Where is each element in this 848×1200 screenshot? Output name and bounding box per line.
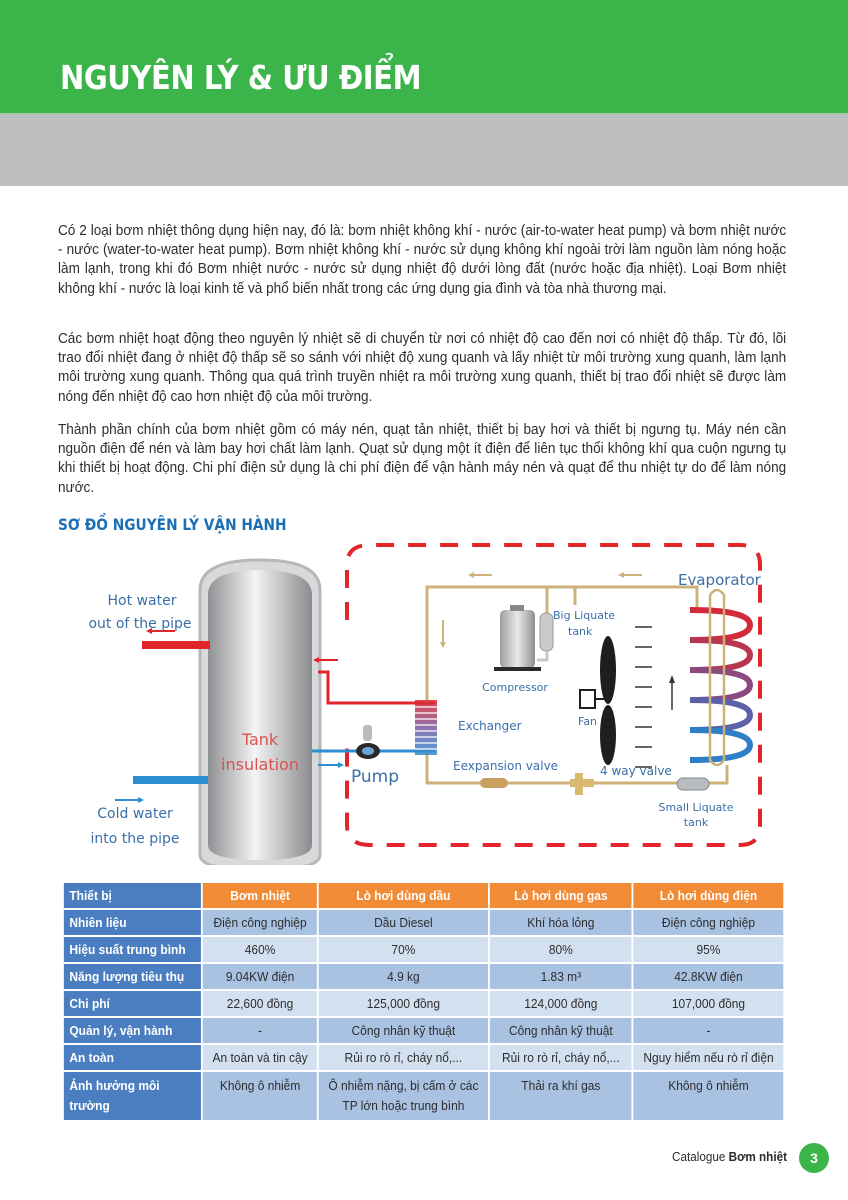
table-cell: Không ô nhiễm: [203, 1072, 317, 1120]
row-label: An toàn: [64, 1045, 202, 1070]
table-cell: Nguy hiểm nếu rò rỉ điện: [634, 1045, 784, 1070]
table-header-cell: Lò hơi dùng điện: [634, 883, 784, 908]
four-way-valve: [570, 773, 594, 795]
table-header-cell: Thiết bị: [64, 883, 202, 908]
table-cell: 107,000 đồng: [634, 991, 784, 1016]
table-cell: 70%: [319, 937, 488, 962]
table-cell: 42.8KW điện: [634, 964, 784, 989]
cold-water-label-line2: into the pipe: [90, 831, 180, 847]
table-row: [64, 1072, 783, 1120]
expansion-valve: [480, 778, 508, 788]
row-label: Nhiên liệu: [64, 910, 202, 935]
exchanger-label: Exchanger: [458, 719, 522, 733]
table-cell: Ô nhiễm nặng, bị cấm ở các TP lớn hoặc trung bình: [319, 1072, 488, 1120]
table-row: [64, 910, 783, 935]
airflow-arrows: [635, 627, 672, 767]
row-label: Năng lượng tiêu thụ: [64, 964, 202, 989]
footer-prefix: Catalogue: [672, 1149, 726, 1164]
table-cell: Dầu Diesel: [319, 910, 488, 935]
intro-paragraph: Có 2 loại bơm nhiệt thông dụng hiện nay, đó là: bơm nhiệt không khí - nước (air-to-water heat pump) và bơm nhiệt nước - nước (water-to-water heat pump). Bơm nhiệt không khí - nước sử dụng không khí ngoài trời làm nguồn làm nóng hoặc làm lạnh, trong khi đó Bơm nhiệt nước - nước sử dụng nhiệt độ dưới lòng đất (nước hoặc địa nhiệt). Loại Bơm nhiệt không khí - nước là loại kinh tế và phổ biến nhất trong các ứng dụng gia đình và tòa nhà thương mại.: [58, 223, 787, 297]
table-cell: 4.9 kg: [319, 964, 488, 989]
four-way-valve-label: 4 way valve: [600, 764, 672, 778]
table-cell: Công nhân kỹ thuật: [319, 1018, 488, 1043]
hot-water-label-line2: out of the pipe: [88, 616, 192, 632]
pump-label: Pump: [350, 767, 400, 787]
table-cell: 80%: [490, 937, 632, 962]
evaporator-coil: [690, 590, 750, 765]
table-cell: 9.04KW điện: [203, 964, 317, 989]
big-liquate-tank: [540, 613, 553, 651]
small-tank-label-line2: tank: [683, 816, 709, 829]
table-header-cell: Lò hơi dùng dầu: [319, 883, 488, 908]
table-cell: Công nhân kỹ thuật: [490, 1018, 632, 1043]
evaporator-label: Evaporator: [678, 571, 761, 589]
table-cell: Điện công nghiệp: [634, 910, 784, 935]
cold-water-label-line1: Cold water: [97, 806, 173, 822]
table-cell: 95%: [634, 937, 784, 962]
expansion-valve-label: Eexpansion valve: [453, 759, 559, 773]
heat-pump-diagram: [60, 535, 800, 865]
comparison-table: [62, 881, 785, 1122]
table-cell: Khí hóa lỏng: [490, 910, 632, 935]
table-cell: Điện công nghiệp: [203, 910, 317, 935]
compressor-icon: [494, 605, 541, 671]
exchanger-coil: [415, 700, 437, 755]
pump-icon: [356, 725, 380, 759]
table-cell: -: [203, 1018, 317, 1043]
storage-tank: [200, 560, 320, 865]
footer-product: Bơm nhiệt: [728, 1149, 787, 1164]
row-label: Ảnh hưởng môi trường: [64, 1072, 202, 1120]
table-row: [64, 1045, 783, 1070]
table-cell: Rủi ro rò rỉ, cháy nổ,...: [319, 1045, 488, 1070]
big-tank-label-line2: tank: [568, 625, 593, 638]
table-cell: Không ô nhiễm: [634, 1072, 784, 1120]
compressor-label: Compressor: [482, 681, 548, 694]
table-cell: Rủi ro rò rỉ, cháy nổ,...: [490, 1045, 632, 1070]
page-title: NGUYÊN LÝ & ƯU ĐIỂM: [60, 58, 422, 97]
table-row: [64, 964, 783, 989]
row-label: Quản lý, vận hành: [64, 1018, 202, 1043]
table-cell: 125,000 đồng: [319, 991, 488, 1016]
table-cell: 22,600 đồng: [203, 991, 317, 1016]
table-cell: -: [634, 1018, 784, 1043]
fan-label: Fan: [578, 715, 598, 728]
table-row: [64, 1018, 783, 1043]
table-header-row: [64, 883, 783, 908]
row-label: Chi phí: [64, 991, 202, 1016]
fan-icon: [580, 636, 616, 765]
small-tank-label-line1: Small Liquate: [658, 801, 734, 814]
principle-paragraph: Các bơm nhiệt hoạt động theo nguyên lý nhiệt sẽ di chuyển từ nơi có nhiệt độ cao đến nơi có nhiệt độ thấp. Từ đó, lõi trao đổi nhiệt đang ở nhiệt độ thấp sẽ so sánh với nhiệt độ xung quanh và lấy nhiệt từ môi trường xung quanh, làm lạnh môi trường xung quanh. Thông qua quá trình truyền nhiệt ra môi trường xung quanh, thiết bị trao đổi nhiệt sẽ được làm nóng đến nhiệt độ cao hơn nhiệt độ của môi trường.: [58, 331, 787, 405]
table-header-cell: Bơm nhiệt: [203, 883, 317, 908]
table-row: [64, 937, 783, 962]
footer-catalogue-label: [672, 1149, 787, 1164]
diagram-section-title: SƠ ĐỒ NGUYÊN LÝ VẬN HÀNH: [58, 515, 287, 534]
tank-label-line1: Tank: [241, 730, 279, 749]
table-cell: An toàn và tin cậy: [203, 1045, 317, 1070]
page-number-badge: 3: [799, 1143, 829, 1173]
row-label: Hiệu suất trung bình: [64, 937, 202, 962]
big-tank-label-line1: Big Liquate: [553, 609, 616, 622]
cold-water-pipe: [133, 776, 208, 784]
tank-label-line2: insulation: [221, 755, 299, 774]
table-cell: 124,000 đồng: [490, 991, 632, 1016]
table-row: [64, 991, 783, 1016]
header-gray-band: [0, 113, 848, 186]
components-paragraph: Thành phần chính của bơm nhiệt gồm có máy nén, quạt tản nhiệt, thiết bị bay hơi và thiết bị ngưng tụ. Máy nén cần nguồn điện để nén và làm bay hơi chất làm lạnh. Quạt sử dụng một ít điện để liên tục thổi không khí qua cuộn ngưng tụ khi thiết bị hoạt động. Chi phí điện sử dụng là chi phí điện để vận hành máy nén và quạt để thu nhiệt tự do để làm nóng nước.: [58, 422, 787, 496]
table-header-cell: Lò hơi dùng gas: [490, 883, 632, 908]
hot-water-label-line1: Hot water: [107, 593, 177, 609]
table-cell: Thải ra khí gas: [490, 1072, 632, 1120]
hot-loop-pipe: [318, 672, 435, 703]
hot-water-pipe: [142, 641, 210, 649]
table-cell: 460%: [203, 937, 317, 962]
small-liquate-tank: [677, 778, 709, 790]
table-cell: 1.83 m³: [490, 964, 632, 989]
